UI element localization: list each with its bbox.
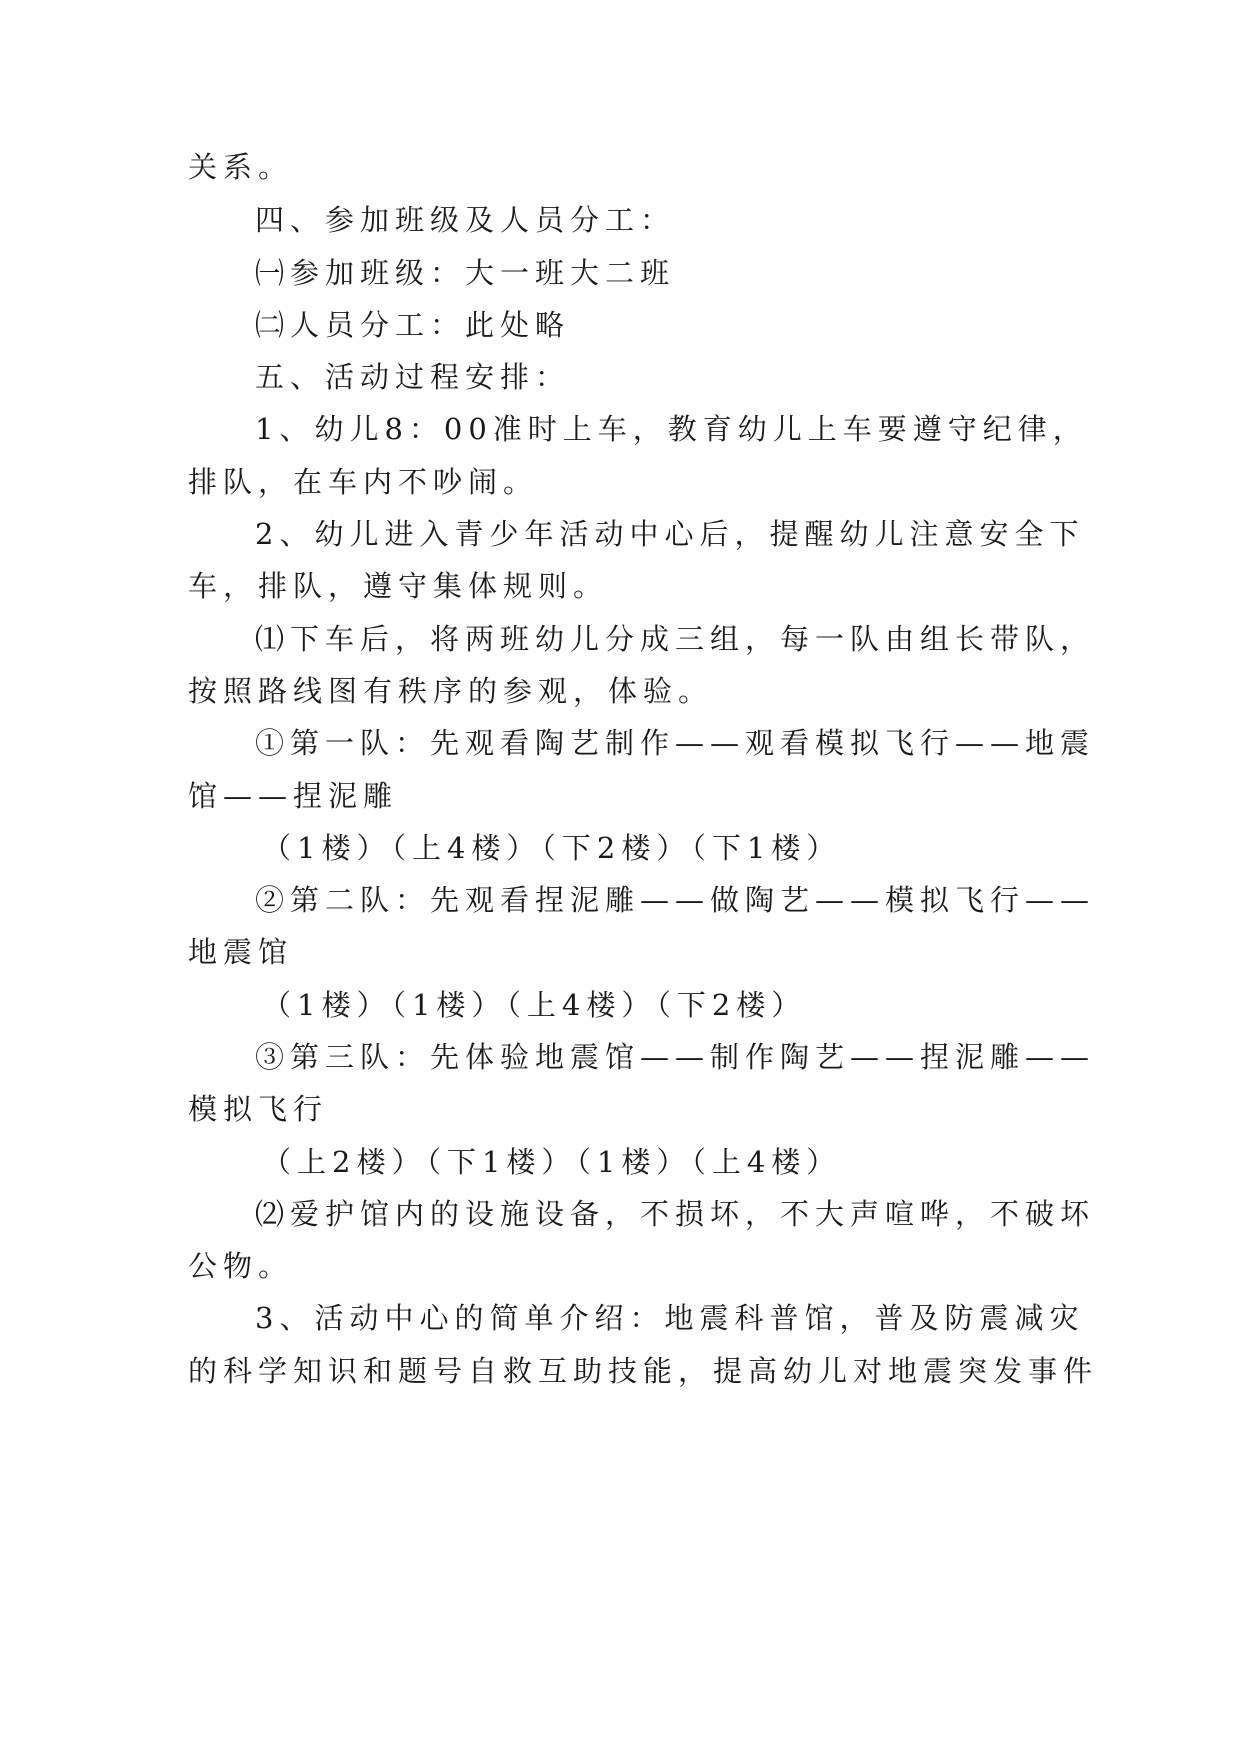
- text-line: 3、活动中心的简单介绍：地震科普馆，普及防震减灾: [255, 1301, 1085, 1335]
- text-line: ②第二队：先观看捏泥雕——做陶艺——模拟飞行——: [255, 883, 1096, 917]
- text-line: ①第一队：先观看陶艺制作——观看模拟飞行——地震: [255, 726, 1096, 760]
- text-line: 排队，在车内不吵闹。: [188, 465, 539, 499]
- text-line: 地震馆: [188, 935, 294, 969]
- text-line: ⑴下车后，将两班幼儿分成三组，每一队由组长带队，: [255, 622, 1096, 656]
- section-heading-four: 四、参加班级及人员分工：: [255, 203, 676, 237]
- text-line: ㈡人员分工：此处略: [255, 308, 571, 342]
- text-line: 按照路线图有秩序的参观，体验。: [188, 674, 714, 708]
- floor-route-line: （1楼）（1楼）（上4楼）（下2楼）: [262, 988, 807, 1022]
- text-line: 公物。: [188, 1249, 294, 1283]
- text-line: 馆——捏泥雕: [188, 779, 399, 813]
- text-line: ㈠参加班级：大一班大二班: [255, 256, 676, 290]
- text-line: 车，排队，遵守集体规则。: [188, 569, 609, 603]
- text-line: 的科学知识和题号自救互助技能，提高幼儿对地震突发事件: [188, 1354, 1099, 1388]
- floor-route-line: （上2楼）（下1楼）（1楼）（上4楼）: [262, 1145, 842, 1179]
- text-line: ⑵爱护馆内的设施设备，不损坏，不大声喧哗，不破坏: [255, 1197, 1096, 1231]
- text-line: 2、幼儿进入青少年活动中心后，提醒幼儿注意安全下: [255, 517, 1085, 551]
- text-line: 模拟飞行: [188, 1092, 329, 1126]
- text-line: 关系。: [188, 150, 294, 184]
- text-line: ③第三队：先体验地震馆——制作陶艺——捏泥雕——: [255, 1040, 1096, 1074]
- floor-route-line: （1楼）（上4楼）（下2楼）（下1楼）: [262, 831, 842, 865]
- text-line: 1、幼儿8：00准时上车，教育幼儿上车要遵守纪律，: [255, 412, 1088, 446]
- section-heading-five: 五、活动过程安排：: [255, 360, 571, 394]
